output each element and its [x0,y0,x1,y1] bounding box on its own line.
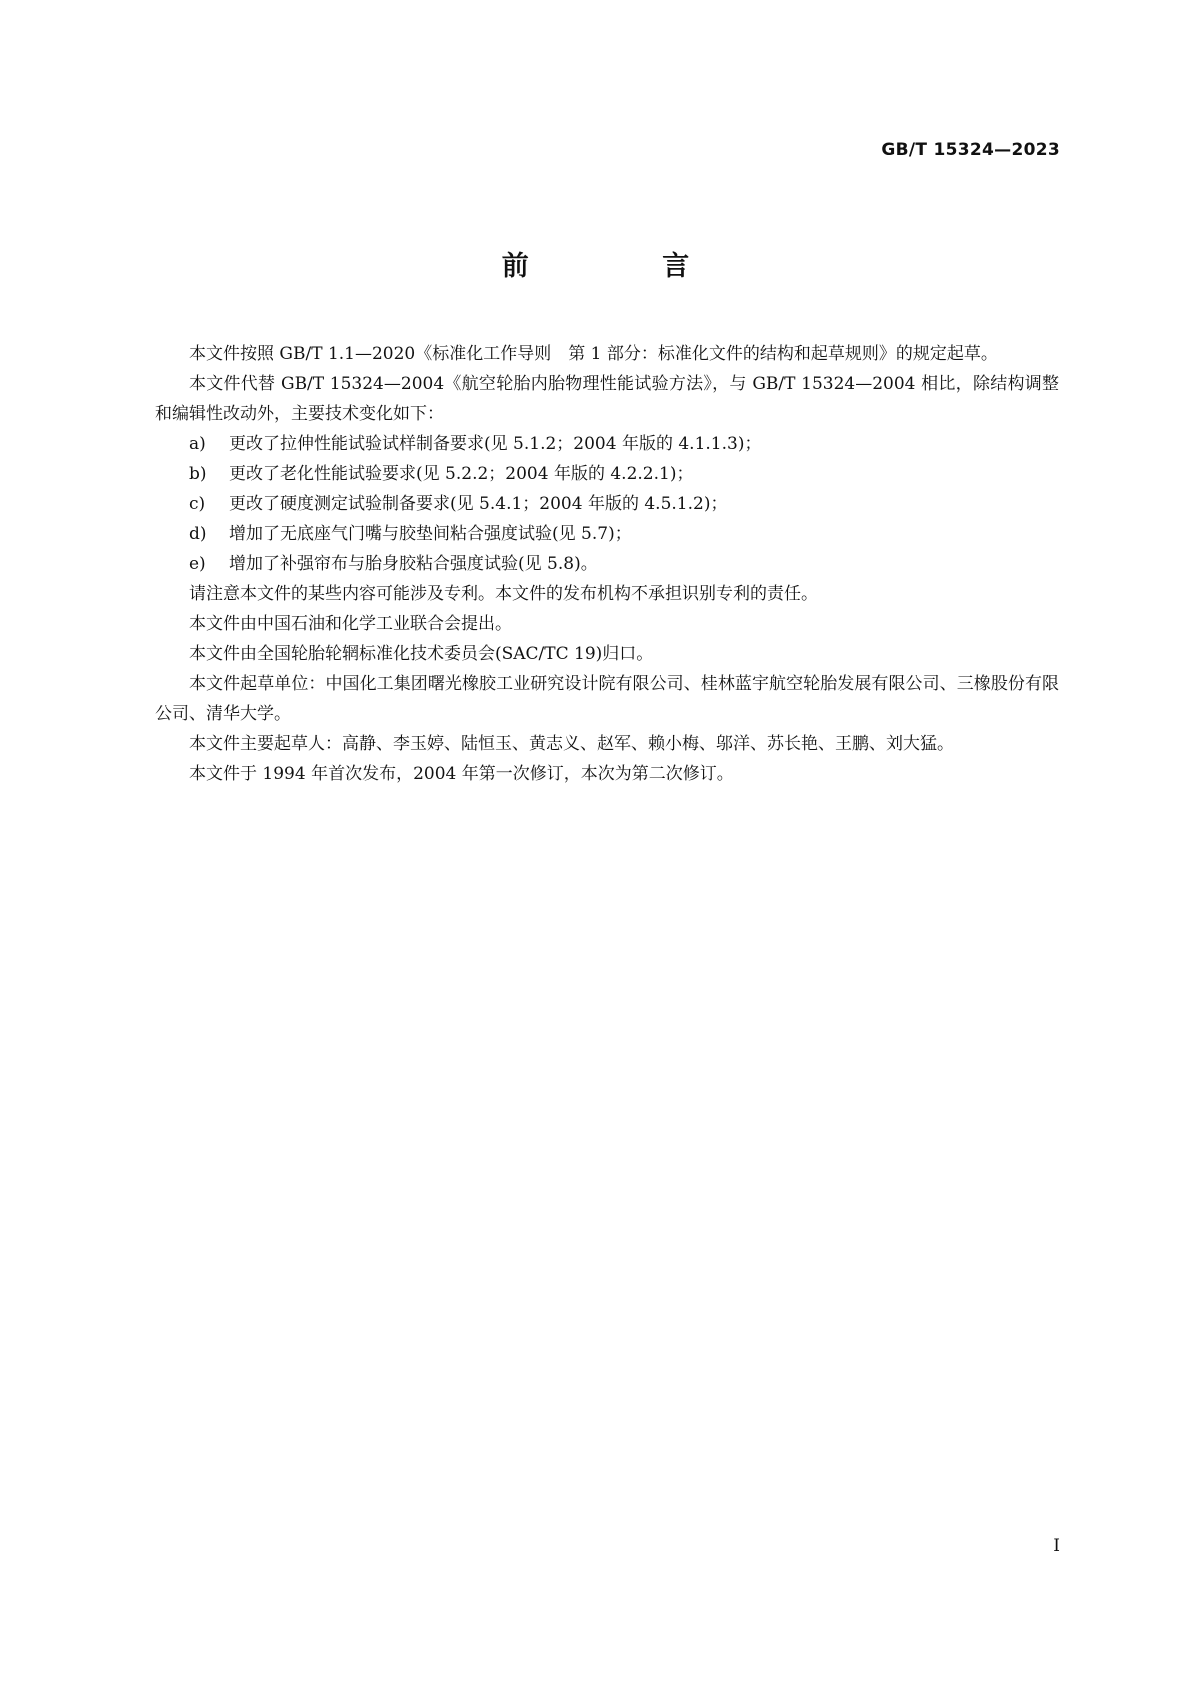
list-marker: a) [189,434,206,454]
paragraph-proposer: 本文件由中国石油和化学工业联合会提出。 [189,614,512,634]
list-item [155,459,1059,489]
paragraph-drafting-units: 本文件起草单位：中国化工集团曙光橡胶工业研究设计院有限公司、桂林蓝宇航空轮胎发展有限公司、三橡股份有限公司、清华大学。 [155,674,1059,724]
foreword-body [155,339,1059,789]
paragraph-committee: 本文件由全国轮胎轮辋标准化技术委员会(SAC/TC 19)归口。 [189,644,654,664]
paragraph-drafting-rules: 本文件按照 GB/T 1.1—2020《标准化工作导则 第 1 部分：标准化文件的结构和起草规则》的规定起草。 [189,344,998,364]
paragraph-drafters: 本文件主要起草人：高静、李玉婷、陆恒玉、黄志义、赵军、赖小梅、邬洋、苏长艳、王鹏、刘大猛。 [189,734,954,754]
list-item-text: 增加了无底座气门嘴与胶垫间粘合强度试验(见 5.7)； [229,524,632,544]
paragraph-patent-notice: 请注意本文件的某些内容可能涉及专利。本文件的发布机构不承担识别专利的责任。 [189,584,818,604]
standard-code: GB/T 15324—2023 [881,140,1060,160]
list-marker: e) [189,554,206,574]
list-marker: c) [189,494,206,514]
list-item-text: 增加了补强帘布与胎身胶粘合强度试验(见 5.8)。 [229,554,598,574]
list-item [155,549,1059,579]
list-item-text: 更改了硬度测定试验制备要求(见 5.4.1；2004 年版的 4.5.1.2)； [229,494,728,514]
list-item [155,519,1059,549]
page-title: 前 言 [501,251,752,282]
paragraph-history: 本文件于 1994 年首次发布，2004 年第一次修订，本次为第二次修订。 [189,764,734,784]
list-item-text: 更改了拉伸性能试验试样制备要求(见 5.1.2；2004 年版的 4.1.1.3)； [229,434,762,454]
list-marker: d) [189,524,207,544]
changes-list [155,429,1059,579]
paragraph-replacement: 本文件代替 GB/T 15324—2004《航空轮胎内胎物理性能试验方法》，与 GB/T 15324—2004 相比，除结构调整和编辑性改动外，主要技术变化如下： [155,374,1059,424]
list-item [155,489,1059,519]
page-number: I [1053,1536,1060,1556]
list-item-text: 更改了老化性能试验要求(见 5.2.2；2004 年版的 4.2.2.1)； [229,464,694,484]
list-marker: b) [189,464,207,484]
list-item [155,429,1059,459]
